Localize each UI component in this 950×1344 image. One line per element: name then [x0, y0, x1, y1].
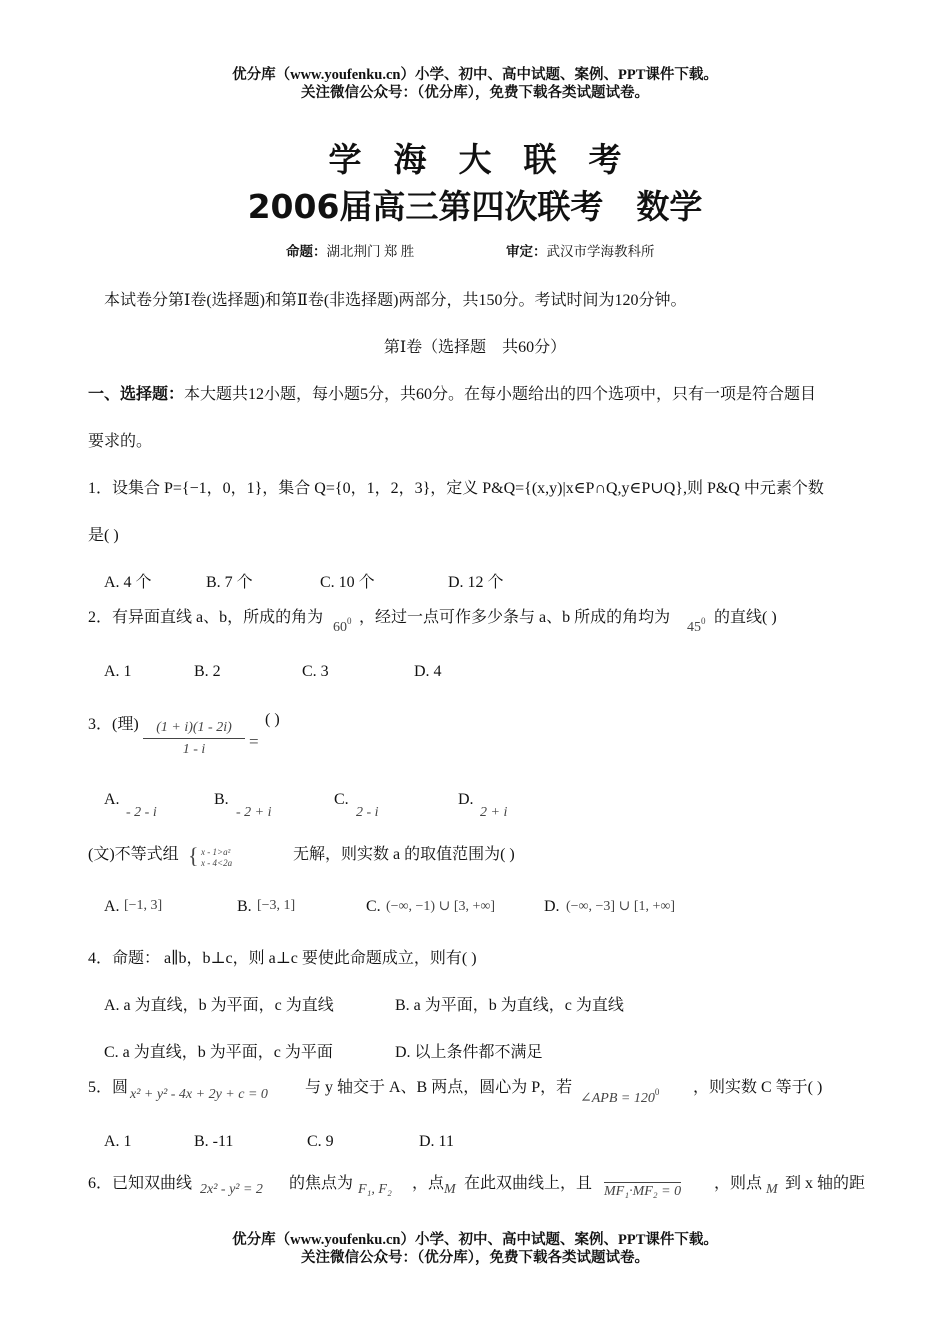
section-intro: [88, 381, 816, 404]
q3-wen-option-b-label: B.: [237, 898, 252, 915]
q6-text-d: 在此双曲线上，且: [464, 1175, 593, 1192]
q1-option-c: C. 10 个: [320, 574, 375, 591]
q3-paren: ( ): [265, 711, 280, 728]
q2-option-d: D. 4: [414, 663, 442, 680]
q5-option-d: D. 11: [419, 1133, 454, 1150]
q3-option-a-value: - 2 - i: [126, 805, 157, 820]
q4-text: 4．命题： a∥b，b⊥c，则 a⊥c 要使此命题成立，则有( ): [88, 950, 477, 967]
q6-foci: F₁, F₂: [358, 1182, 392, 1197]
banner-line-1: 优分库（www.youfenku.cn）小学、初中、高中试题、案例、PPT课件下载。: [232, 67, 718, 83]
q1-text-line2: 是( ): [88, 527, 119, 544]
q3-wen-option-a-label: A.: [104, 898, 120, 915]
author-name: 湖北荆门 郑 胜: [326, 244, 415, 259]
q6-text-b: 的焦点为: [289, 1175, 354, 1192]
q6-text-f: 到 x 轴的距: [785, 1175, 866, 1192]
q3-denominator: 1 - i: [182, 742, 206, 757]
q6-text-c: ，点: [412, 1175, 445, 1192]
section-label: 一、选择题：: [88, 386, 185, 403]
q5-option-c: C. 9: [307, 1133, 334, 1150]
q2-angle-60: $60^0$: [333, 616, 352, 635]
exam-title: 2006届高三第四次联考 数学: [247, 187, 703, 226]
q6-text-a: 6．已知双曲线: [88, 1175, 193, 1192]
reviewer-line: [506, 240, 655, 260]
q3-fraction: [143, 720, 245, 758]
q3-option-a-label: A.: [104, 791, 120, 808]
q2-option-a: A. 1: [104, 663, 132, 680]
section-text-b: 要求的。: [88, 433, 153, 450]
exam-series-title: 学海大联考: [328, 140, 654, 179]
q3-option-c-value: 2 - i: [356, 805, 379, 820]
q3-option-b-label: B.: [214, 791, 229, 808]
q5-text-a: 5．圆: [88, 1079, 129, 1096]
q3-option-b-value: - 2 + i: [236, 805, 272, 820]
part1-heading: 第Ⅰ卷（选择题 共60分）: [383, 339, 567, 356]
q5-circle-equation: x² + y² - 4x + 2y + c = 0: [130, 1087, 268, 1102]
q6-hyperbola-equation: 2x² - y² = 2: [200, 1182, 263, 1197]
q2-text-b: ，经过一点可作多少条与 a、b 所成的角均为: [359, 609, 671, 626]
q2-text-a: 2．有异面直线 a、b，所成的角为: [88, 609, 324, 626]
q4-option-d: D. 以上条件都不满足: [395, 1044, 543, 1061]
banner-line-2: 关注微信公众号：（优分库），免费下载各类试题试卷。: [301, 85, 649, 101]
q1-option-b: B. 7 个: [206, 574, 253, 591]
q1-text-line1: 1．设集合 P={−1，0，1}，集合 Q={0，1，2，3}，定义 P&Q={(x,y)|x∈P∩Q,y∈P∪Q},则 P&Q 中元素个数: [88, 480, 824, 497]
q2-text-c: 的直线( ): [714, 609, 777, 626]
q6-text-e: ，则点: [714, 1175, 763, 1192]
q4-option-c: C. a 为直线，b 为平面，c 为平面: [104, 1044, 333, 1061]
q6-point-m-2: M: [766, 1182, 778, 1197]
q3-label: 3．(理): [88, 716, 139, 733]
q3-wen-option-d-label: D.: [544, 898, 560, 915]
q4-option-a: A. a 为直线，b 为平面，c 为直线: [104, 997, 334, 1014]
q2-option-b: B. 2: [194, 663, 221, 680]
q3-wen-option-a-value: [−1, 3]: [124, 898, 163, 913]
q5-option-a: A. 1: [104, 1133, 132, 1150]
q5-angle: ∠APB = $120^0$: [580, 1087, 660, 1106]
q3-equals: =: [249, 732, 259, 751]
q2-option-c: C. 3: [302, 663, 329, 680]
reviewer-label: 审定：: [506, 244, 547, 259]
q5-text-b: 与 y 轴交于 A、B 两点，圆心为 P，若: [305, 1079, 573, 1096]
q6-vector-condition: MF₁·MF₂ = 0: [604, 1184, 682, 1199]
q3-wen-option-c-label: C.: [366, 898, 381, 915]
q3-wen-option-c-value: (−∞, −1) ∪ [3, +∞]: [386, 899, 496, 914]
q1-option-d: D. 12 个: [448, 574, 504, 591]
q3-option-d-value: 2 + i: [480, 805, 508, 820]
q3-wen-option-b-value: [−3, 1]: [257, 898, 296, 913]
footer-banner-line-2: 关注微信公众号：（优分库），免费下载各类试题试卷。: [301, 1250, 649, 1266]
reviewer-name: 武汉市学海教科所: [546, 244, 655, 259]
q3-wen-text-b: 无解，则实数 a 的取值范围为( ): [293, 846, 515, 863]
author-label: 命题：: [286, 244, 327, 259]
q3-wen-text-a: (文)不等式组: [88, 846, 179, 863]
intro-text: 本试卷分第Ⅰ卷(选择题)和第Ⅱ卷(非选择题)两部分，共150分。考试时间为120分钟。: [104, 292, 687, 309]
author-line: [286, 240, 414, 260]
q1-option-a: A. 4 个: [104, 574, 152, 591]
footer-banner-line-1: 优分库（www.youfenku.cn）小学、初中、高中试题、案例、PPT课件下载。: [232, 1232, 718, 1248]
q3-system-line2: x - 4<2a: [201, 858, 233, 868]
q4-option-b: B. a 为平面，b 为直线，c 为直线: [395, 997, 624, 1014]
section-text-a: 本大题共12小题，每小题5分，共60分。在每小题给出的四个选项中，只有一项是符合题目: [184, 386, 817, 403]
q3-wen-option-d-value: (−∞, −3] ∪ [1, +∞]: [566, 899, 676, 914]
q5-text-c: ，则实数 C 等于( ): [693, 1079, 823, 1096]
q3-system-line1: x - 1>a²: [201, 847, 231, 857]
q3-option-c-label: C.: [334, 791, 349, 808]
q2-angle-45: $45^0$: [687, 616, 706, 635]
q6-point-m: M: [444, 1182, 456, 1197]
q5-option-b: B. -11: [194, 1133, 234, 1150]
q3-numerator: (1 + i)(1 - 2i): [143, 720, 245, 739]
q3-option-d-label: D.: [458, 791, 474, 808]
